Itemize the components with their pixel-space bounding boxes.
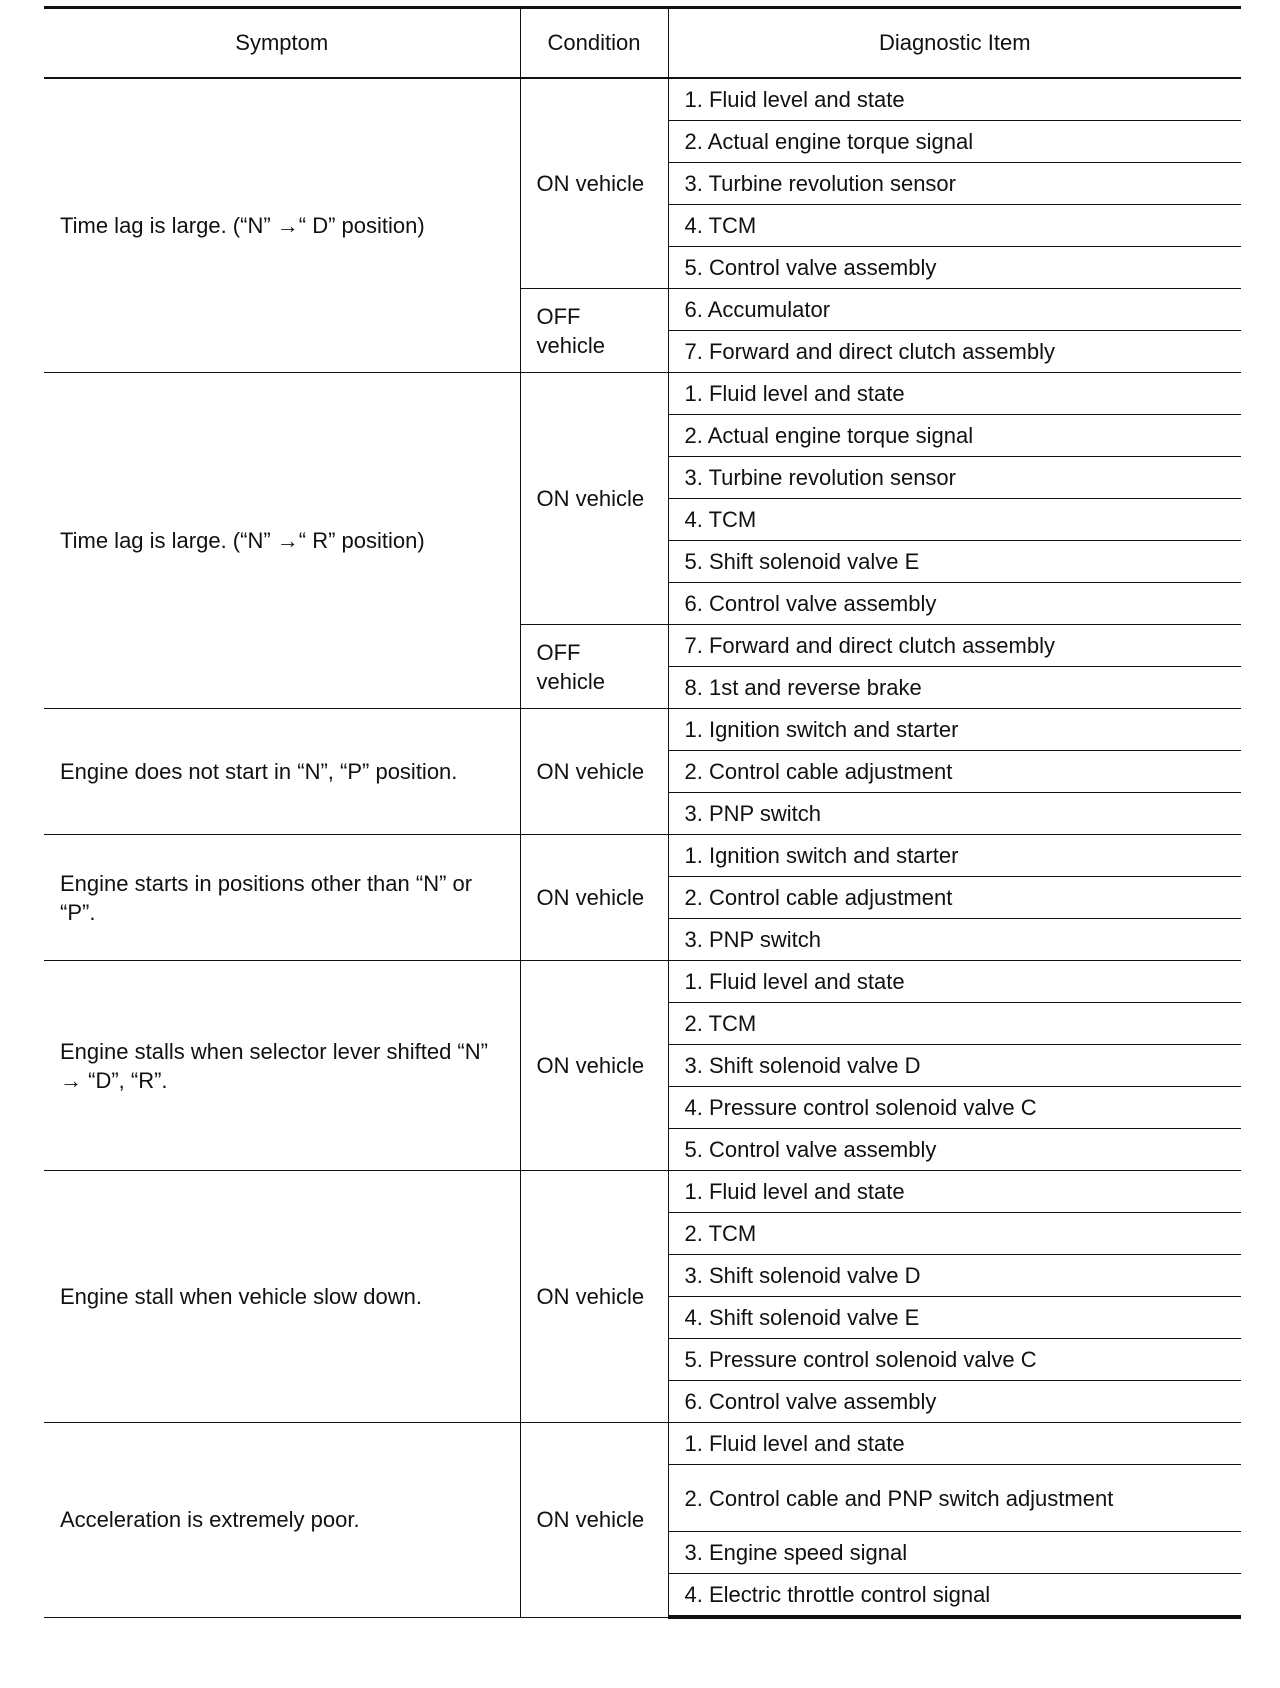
table-row (44, 78, 1241, 121)
symptom-cell: Time lag is large. (“N” →“ D” position) (44, 78, 520, 373)
diagnostic-item-cell: 3. PNP switch (668, 793, 1241, 835)
table-row (44, 709, 1241, 751)
table-row (44, 373, 1241, 415)
symptom-cell: Acceleration is extremely poor. (44, 1423, 520, 1618)
symptom-cell: Time lag is large. (“N” →“ R” position) (44, 373, 520, 709)
diagnostic-item-cell: 2. TCM (668, 1213, 1241, 1255)
table-row (44, 1171, 1241, 1213)
diagnosis-table (44, 6, 1241, 1619)
header-row (44, 8, 1241, 79)
diagnostic-item-cell: 3. Shift solenoid valve D (668, 1255, 1241, 1297)
condition-cell: OFF vehicle (520, 289, 668, 373)
diagnostic-item-cell: 6. Control valve assembly (668, 583, 1241, 625)
diagnostic-item-cell: 2. Control cable adjustment (668, 751, 1241, 793)
symptom-cell: Engine stalls when selector lever shifted “N” → “D”, “R”. (44, 961, 520, 1171)
diagnostic-item-cell: 4. Shift solenoid valve E (668, 1297, 1241, 1339)
diagnostic-item-cell: 1. Ignition switch and starter (668, 709, 1241, 751)
diagnostic-item-cell: 3. Turbine revolution sensor (668, 457, 1241, 499)
diagnostic-item-cell: 3. Shift solenoid valve D (668, 1045, 1241, 1087)
symptom-cell: Engine stall when vehicle slow down. (44, 1171, 520, 1423)
table-body (44, 78, 1241, 1617)
diagnostic-item-cell: 5. Shift solenoid valve E (668, 541, 1241, 583)
diagnostic-item-cell: 1. Fluid level and state (668, 373, 1241, 415)
table-row (44, 961, 1241, 1003)
table-row (44, 1423, 1241, 1465)
diagnostic-item-cell: 5. Control valve assembly (668, 1129, 1241, 1171)
diagnostic-item-cell: 2. Actual engine torque signal (668, 415, 1241, 457)
diagnostic-item-cell: 4. Pressure control solenoid valve C (668, 1087, 1241, 1129)
header-diagnostic-item: Diagnostic Item (668, 8, 1241, 79)
header-symptom: Symptom (44, 8, 520, 79)
diagnostic-item-cell: 2. Control cable and PNP switch adjustment (668, 1465, 1241, 1532)
diagnostic-item-cell: 6. Control valve assembly (668, 1381, 1241, 1423)
diagnostic-item-cell: 7. Forward and direct clutch assembly (668, 331, 1241, 373)
condition-cell: ON vehicle (520, 709, 668, 835)
diagnostic-item-cell: 2. Actual engine torque signal (668, 121, 1241, 163)
condition-cell: ON vehicle (520, 1423, 668, 1618)
diagnostic-item-cell: 6. Accumulator (668, 289, 1241, 331)
condition-cell: ON vehicle (520, 78, 668, 289)
table-header (44, 8, 1241, 79)
condition-cell: OFF vehicle (520, 625, 668, 709)
diagnostic-item-cell: 3. Turbine revolution sensor (668, 163, 1241, 205)
diagnostic-item-cell: 4. TCM (668, 499, 1241, 541)
condition-cell: ON vehicle (520, 373, 668, 625)
condition-cell: ON vehicle (520, 961, 668, 1171)
diagnostic-item-cell: 4. TCM (668, 205, 1241, 247)
diagnostic-item-cell: 8. 1st and reverse brake (668, 667, 1241, 709)
diagnostic-item-cell: 5. Pressure control solenoid valve C (668, 1339, 1241, 1381)
header-condition: Condition (520, 8, 668, 79)
diagnostic-item-cell: 1. Ignition switch and starter (668, 835, 1241, 877)
diagnostic-item-cell: 2. Control cable adjustment (668, 877, 1241, 919)
condition-cell: ON vehicle (520, 1171, 668, 1423)
symptom-cell: Engine starts in positions other than “N” or “P”. (44, 835, 520, 961)
diagnostic-item-cell: 1. Fluid level and state (668, 961, 1241, 1003)
table-row (44, 835, 1241, 877)
diagnostic-item-cell: 1. Fluid level and state (668, 1423, 1241, 1465)
diagnostic-item-cell: 3. PNP switch (668, 919, 1241, 961)
diagnostic-item-cell: 3. Engine speed signal (668, 1532, 1241, 1574)
diagnostic-item-cell: 1. Fluid level and state (668, 1171, 1241, 1213)
diagnostic-item-cell: 7. Forward and direct clutch assembly (668, 625, 1241, 667)
diagnostic-item-cell: 1. Fluid level and state (668, 78, 1241, 121)
diagnostic-item-cell: 2. TCM (668, 1003, 1241, 1045)
diagnostic-item-cell: 4. Electric throttle control signal (668, 1574, 1241, 1618)
condition-cell: ON vehicle (520, 835, 668, 961)
symptom-cell: Engine does not start in “N”, “P” position. (44, 709, 520, 835)
diagnostic-item-cell: 5. Control valve assembly (668, 247, 1241, 289)
